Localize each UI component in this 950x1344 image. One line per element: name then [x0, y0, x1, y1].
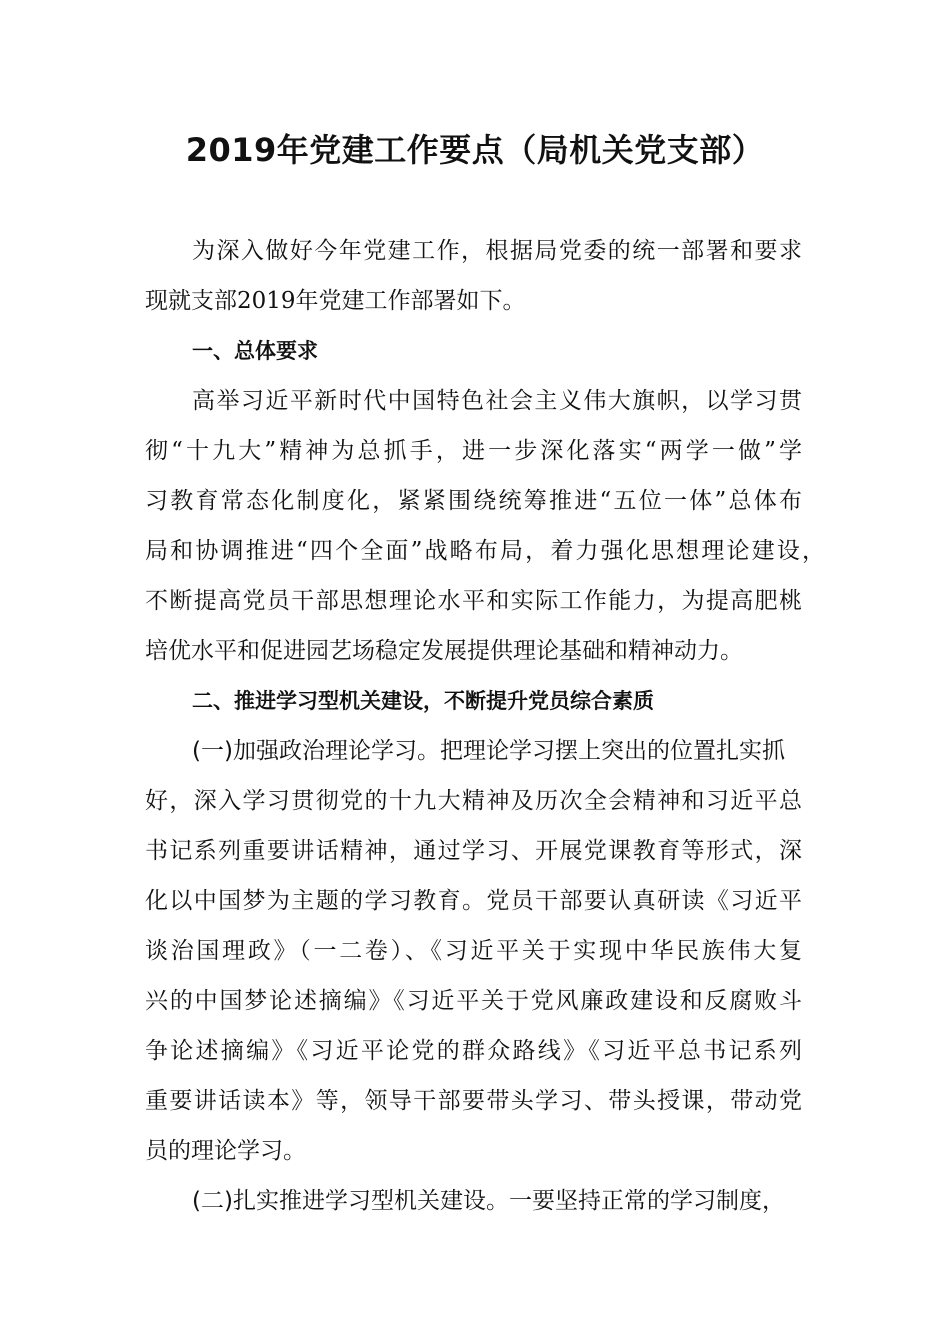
section-1-line: 彻“十九大”精神为总抓手，进一步深化落实“两学一做”学: [145, 438, 802, 464]
item-1-first-line-text: 把理论学习摆上突出的位置扎实抓: [439, 738, 785, 764]
section-1-heading: 一、总体要求: [192, 339, 318, 363]
section-1-line: 习教育常态化制度化，紧紧围绕统筹推进“五位一体”总体布: [145, 488, 802, 514]
item-1-line: 谈治国理政》（一二卷）、《习近平关于实现中华民族伟大复: [145, 938, 802, 964]
item-1-line: 争论述摘编》《习近平论党的群众路线》《习近平总书记系列: [145, 1038, 802, 1064]
item-2-first-line: [192, 1186, 802, 1216]
section-2-heading: 二、推进学习型机关建设，不断提升党员综合素质: [192, 689, 654, 713]
item-1-line: 书记系列重要讲话精神，通过学习、开展党课教育等形式，深: [145, 838, 802, 864]
intro-line-2: 现就支部2019年党建工作部署如下。: [145, 288, 526, 314]
item-2-first-line-text: 扎实推进学习型机关建设。一要坚持正常的学习制度，: [232, 1188, 785, 1214]
section-1-line: 局和协调推进“四个全面”战略布局，着力强化思想理论建设，: [145, 538, 825, 564]
intro-line-1: 为深入做好今年党建工作，根据局党委的统一部署和要求: [192, 238, 802, 264]
item-2-label: (二): [192, 1188, 233, 1214]
document-title: 2019年党建工作要点（局机关党支部）: [185, 131, 765, 169]
section-1-line: 不断提高党员干部思想理论水平和实际工作能力，为提高肥桃: [145, 588, 802, 614]
item-1-line: 化以中国梦为主题的学习教育。党员干部要认真研读《习近平: [145, 888, 802, 914]
section-1-line: 高举习近平新时代中国特色社会主义伟大旗帜，以学习贯: [192, 388, 802, 414]
section-1-line: 培优水平和促进园艺场稳定发展提供理论基础和精神动力。: [145, 638, 743, 664]
item-1-line: 重要讲话读本》等，领导干部要带头学习、带头授课，带动党: [145, 1088, 802, 1114]
item-1-line: 兴的中国梦论述摘编》《习近平关于党风廉政建设和反腐败斗: [145, 988, 802, 1014]
item-1-first-line: [192, 736, 802, 766]
item-1-line: 员的理论学习。: [145, 1138, 306, 1164]
item-1-line: 好，深入学习贯彻党的十九大精神及历次全会精神和习近平总: [145, 788, 802, 814]
item-1-label: (一)加强政治理论学习。: [192, 738, 440, 764]
